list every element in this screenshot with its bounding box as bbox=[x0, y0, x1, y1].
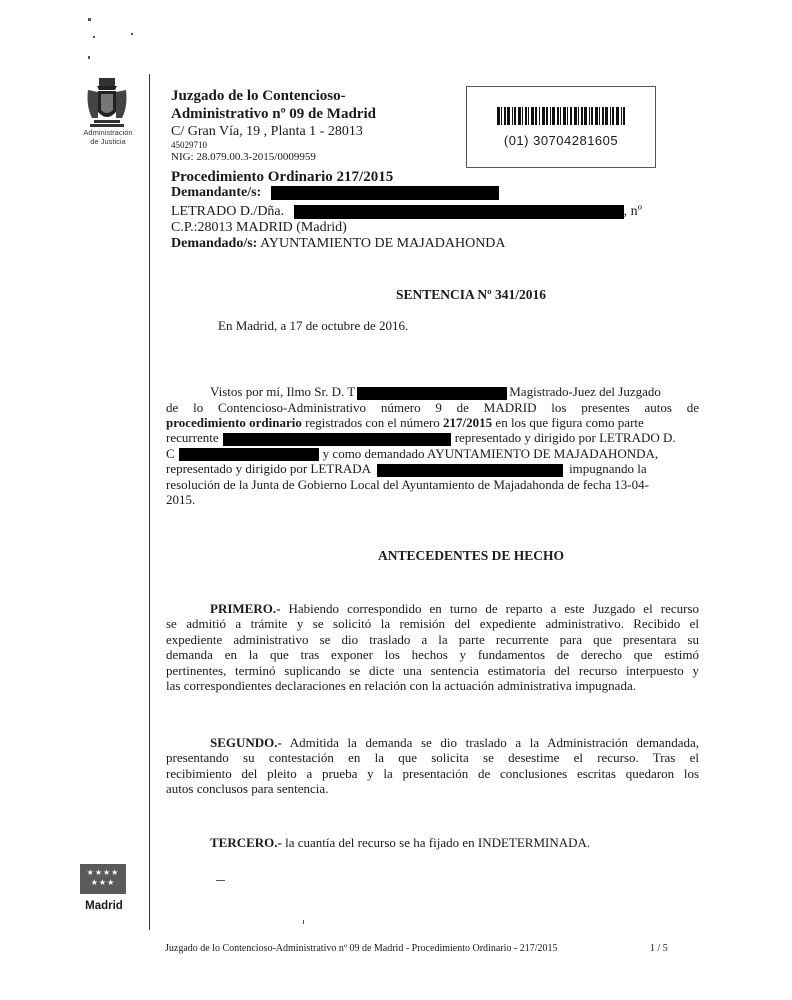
plaintiff-label: Demandante/s: bbox=[171, 185, 262, 200]
redaction-bar bbox=[357, 387, 507, 400]
segundo-label: SEGUNDO.- bbox=[210, 735, 282, 750]
court-address: C/ Gran Vía, 19 , Planta 1 - 28013 bbox=[171, 124, 363, 139]
intro-paragraph: Vistos por mí, Ilmo Sr. D. T Magistrado-Juez del Juzgado de lo Contencioso-Administrativo número 9 de MADRID los presentes autos de procedimiento ordinario registrados con el número 217/2015 en los que figura como parte recurrente representado y dirigido por LETRADO D. C y como demandado AYUNTAMIENTO DE MAJADAHONDA, representado y dirigido por LETRADA impugnando la resolución de la Junta de Gobierno Local del Ayuntamiento de Majadahonda de fecha 13-04- 2015. bbox=[166, 384, 699, 508]
scan-speck bbox=[216, 880, 225, 881]
court-name-line2: Administrativo nº 09 de Madrid bbox=[171, 106, 376, 122]
madrid-label: Madrid bbox=[85, 900, 123, 912]
coat-of-arms-icon bbox=[82, 76, 132, 128]
crest-caption: Administración de Justicia bbox=[83, 128, 133, 146]
madrid-flag-icon bbox=[80, 864, 126, 894]
barcode-icon bbox=[497, 107, 625, 125]
redaction-bar bbox=[377, 464, 563, 477]
redaction-bar bbox=[223, 433, 451, 446]
scan-speck bbox=[131, 33, 133, 35]
primero-label: PRIMERO.- bbox=[210, 601, 281, 616]
barcode-number: (01) 30704281605 bbox=[503, 133, 619, 148]
tercero-label: TERCERO.- bbox=[210, 835, 282, 850]
barcode-label bbox=[466, 86, 656, 168]
page-number: 1 / 5 bbox=[650, 943, 668, 954]
scan-speck bbox=[93, 36, 95, 38]
redaction-bar bbox=[294, 205, 624, 219]
court-name-line1: Juzgado de lo Contencioso- bbox=[171, 88, 346, 104]
date-line: En Madrid, a 17 de octubre de 2016. bbox=[218, 318, 409, 333]
postal-line: C.P.:28013 MADRID (Madrid) bbox=[171, 220, 347, 235]
plaintiff-row bbox=[171, 185, 499, 201]
procedure-title: Procedimiento Ordinario 217/2015 bbox=[171, 169, 394, 185]
section-title: ANTECEDENTES DE HECHO bbox=[377, 548, 565, 563]
scan-speck bbox=[88, 56, 90, 59]
redaction-bar bbox=[179, 448, 319, 461]
scan-speck bbox=[303, 920, 304, 924]
nig-number: NIG: 28.079.00.3-2015/0009959 bbox=[171, 151, 316, 163]
court-code: 45029710 bbox=[171, 140, 207, 150]
defendant-row bbox=[171, 236, 506, 252]
primero-paragraph: PRIMERO.- Habiendo correspondido en turno de reparto a este Juzgado el recurso se admitió a trámite y se solicitó la remisión del expediente administrativo. Recibido el expediente administrativo se dio traslado a la parte recurrente para que presentara su demanda en la que tras exponer los hechos y fundamentos de derecho que estimó pertinentes, terminó suplicando se dicte una sentencia estimatoria del recurso interpuesto y las correspondientes declaraciones en relación con la actuación administrativa impugnada. bbox=[166, 601, 699, 694]
scan-speck bbox=[88, 18, 91, 21]
defendant-label: Demandado/s: bbox=[171, 236, 258, 251]
footer-text: Juzgado de lo Contencioso-Administrativo nº 09 de Madrid - Procedimiento Ordinario - 217/2015 bbox=[165, 943, 558, 954]
madrid-stars: ★★★★ ★★★ bbox=[86, 868, 120, 887]
lawyer-row bbox=[171, 204, 642, 220]
lawyer-suffix: , nº bbox=[623, 204, 642, 219]
tercero-paragraph: TERCERO.- la cuantía del recurso se ha fijado en INDETERMINADA. bbox=[210, 835, 591, 850]
sentence-title: SENTENCIA Nº 341/2016 bbox=[396, 287, 546, 302]
segundo-paragraph: SEGUNDO.- Admitida la demanda se dio traslado a la Administración demandada, presentando su contestación en la que solicita se desestime el recurso. Tras el recibimiento del pleito a prueba y la presentación de conclusiones escritas quedaron los autos conclusos para sentencia. bbox=[166, 735, 699, 797]
redaction-bar bbox=[271, 186, 499, 200]
margin-rule bbox=[149, 74, 150, 930]
lawyer-label: LETRADO D./Dña. bbox=[171, 204, 285, 219]
defendant-value: AYUNTAMIENTO DE MAJADAHONDA bbox=[260, 236, 506, 251]
